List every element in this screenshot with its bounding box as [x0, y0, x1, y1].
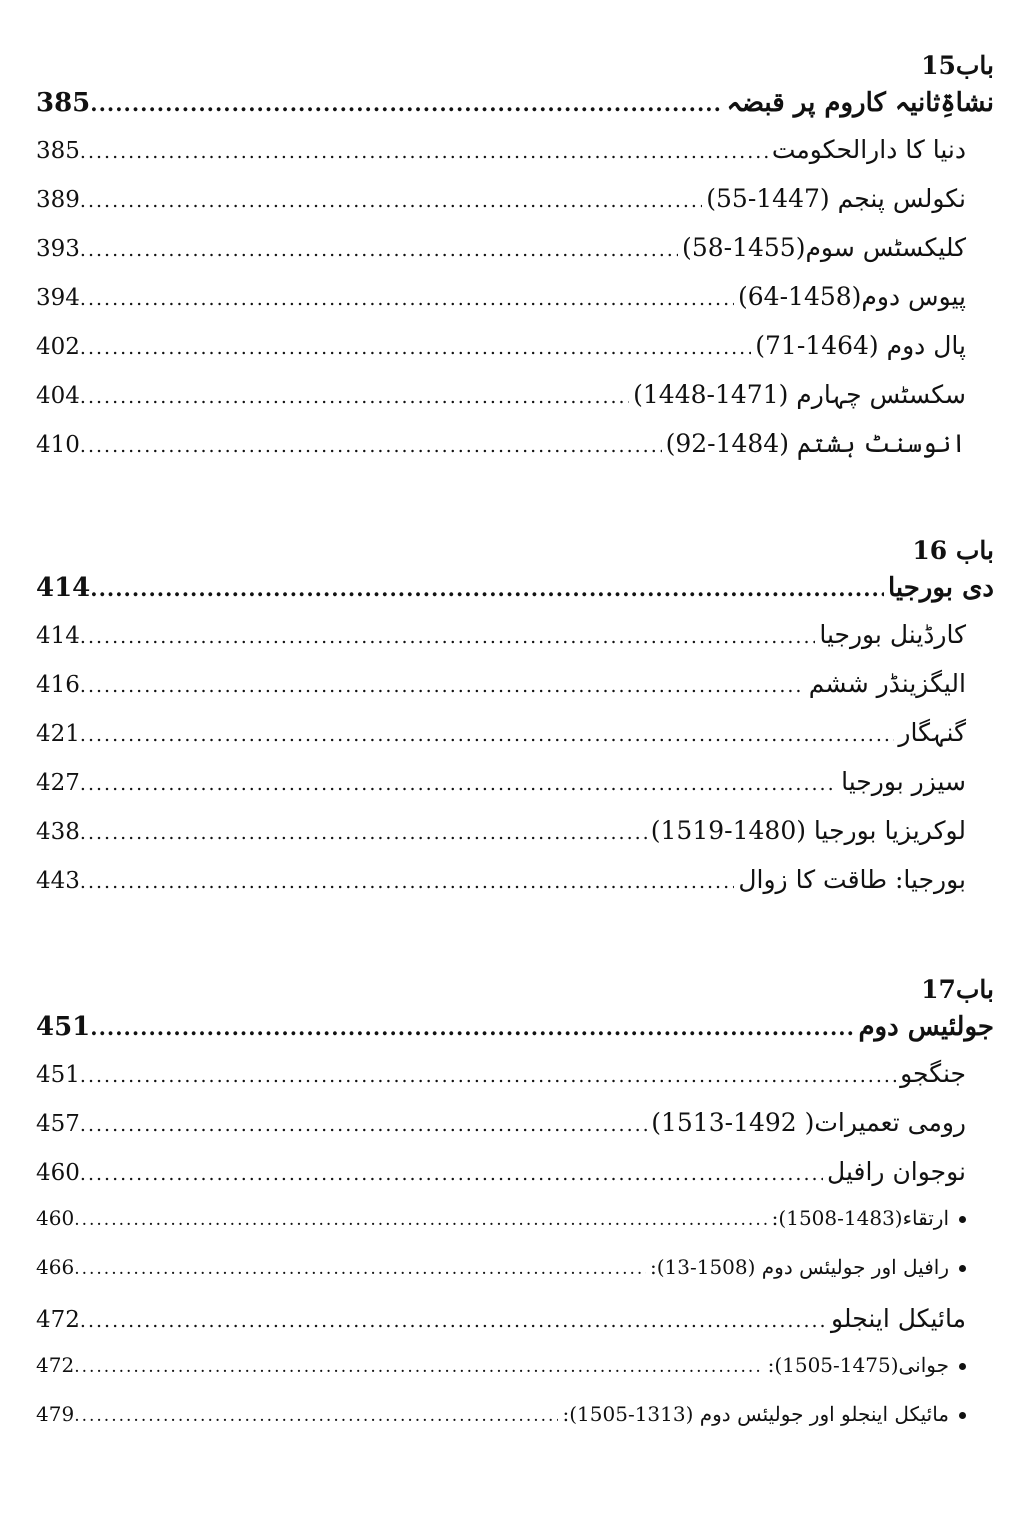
toc-entry — [36, 380, 994, 429]
entry-title: سکسٹس چہارم (1471-1448) — [633, 380, 966, 409]
toc-entry — [36, 184, 994, 233]
toc-entry — [36, 767, 994, 816]
toc-entry — [36, 669, 994, 718]
chapter-title-row — [36, 88, 994, 135]
toc-entry — [36, 1059, 994, 1108]
toc-entry — [36, 282, 994, 331]
entry-title: بورجیا: طاقت کا زوال — [738, 865, 966, 894]
dot-leader — [74, 1210, 767, 1230]
page-number: 443 — [36, 868, 80, 894]
dot-leader — [90, 91, 722, 116]
entry-title — [558, 1402, 966, 1426]
page-number: 416 — [36, 672, 80, 698]
dot-leader — [80, 1114, 647, 1136]
entry-title: کلیکسٹس سوم(1455-58) — [682, 233, 966, 262]
dot-leader — [74, 1259, 646, 1279]
entry-title — [768, 1206, 966, 1230]
toc-subentry — [36, 1206, 994, 1255]
page-number: 451 — [36, 1012, 91, 1042]
dot-leader — [80, 141, 768, 163]
chapter-15 — [36, 44, 994, 478]
entry-title: گنہگار — [898, 718, 966, 747]
page-number: 410 — [36, 432, 80, 458]
page-number: 385 — [36, 88, 91, 118]
dot-leader — [80, 773, 837, 795]
subentry-text: جوانی(1475-1505): — [767, 1353, 949, 1377]
dot-leader — [80, 1065, 896, 1087]
dot-leader — [80, 435, 662, 457]
page-number: 414 — [36, 573, 91, 603]
page-number: 460 — [36, 1160, 80, 1186]
dot-leader — [74, 1357, 763, 1377]
page-number: 472 — [36, 1353, 75, 1377]
dot-leader — [80, 871, 734, 893]
dot-leader — [80, 626, 815, 648]
page-number: 389 — [36, 187, 80, 213]
toc-entry — [36, 1304, 994, 1353]
page-number: 393 — [36, 236, 80, 262]
dot-leader — [80, 1310, 827, 1332]
entry-title: نکولس پنجم (1447-55) — [706, 184, 966, 213]
dot-leader — [74, 1406, 558, 1426]
page-number: 404 — [36, 383, 80, 409]
page-number: 460 — [36, 1206, 75, 1230]
page-number: 421 — [36, 721, 80, 747]
dot-leader — [80, 386, 629, 408]
dot-leader — [80, 822, 647, 844]
page-number: 385 — [36, 138, 80, 164]
entry-title: الیگزینڈر ششم — [808, 669, 966, 698]
dot-leader — [80, 288, 734, 310]
subentry-text: ارتقاء(1483-1508): — [771, 1206, 949, 1230]
chapter-label: باب17 — [921, 975, 994, 1004]
entry-title: دنیا کا دارالحکومت — [771, 135, 966, 164]
page-number: 451 — [36, 1062, 80, 1088]
page-number: 472 — [36, 1307, 80, 1333]
dot-leader — [80, 724, 895, 746]
toc-entry — [36, 1108, 994, 1157]
dot-leader — [90, 576, 884, 601]
page-number: 394 — [36, 285, 80, 311]
subentry-text: رافیل اور جولیئس دوم (1508-13): — [649, 1255, 949, 1279]
toc-entry — [36, 816, 994, 865]
toc-entry — [36, 1157, 994, 1206]
chapter-title-row — [36, 1012, 994, 1059]
entry-title: انوسنٹ ہشتم (1484-92) — [665, 429, 966, 458]
dot-leader — [90, 1015, 854, 1040]
subentry-text: مائیکل اینجلو اور جولیئس دوم (1313-1505): — [562, 1402, 949, 1426]
entry-title — [646, 1255, 966, 1279]
dot-leader — [80, 675, 805, 697]
page-number: 438 — [36, 819, 80, 845]
entry-title: جنگجو — [900, 1059, 966, 1088]
bullet-icon — [959, 1216, 966, 1223]
toc-entry — [36, 429, 994, 478]
entry-title: نوجوان رافیل — [827, 1157, 966, 1186]
chapter-title-row — [36, 573, 994, 620]
dot-leader — [80, 337, 751, 359]
entry-title — [764, 1353, 966, 1377]
dot-leader — [80, 1163, 823, 1185]
toc-entry — [36, 865, 994, 914]
page-number: 414 — [36, 623, 80, 649]
entry-title: پیوس دوم(1458-64) — [738, 282, 966, 311]
entry-title: رومی تعمیرات( 1492-1513) — [651, 1108, 966, 1137]
toc-entry — [36, 620, 994, 669]
chapter-title: دی بورجیا — [887, 573, 994, 603]
bullet-icon — [959, 1265, 966, 1272]
entry-title: سیزر بورجیا — [841, 767, 966, 796]
entry-title: مائیکل اینجلو — [831, 1304, 966, 1333]
dot-leader — [80, 190, 702, 212]
chapter-title: جولئیس دوم — [858, 1012, 994, 1042]
toc-subentry — [36, 1402, 994, 1451]
toc-entry — [36, 331, 994, 380]
page-number: 466 — [36, 1255, 75, 1279]
bullet-icon — [959, 1412, 966, 1419]
bullet-icon — [959, 1363, 966, 1370]
toc-subentry — [36, 1255, 994, 1304]
chapter-label: باب 16 — [912, 536, 994, 565]
toc-entry — [36, 233, 994, 282]
toc-entry — [36, 718, 994, 767]
page-number: 479 — [36, 1402, 75, 1426]
page-number: 427 — [36, 770, 80, 796]
toc-subentry — [36, 1353, 994, 1402]
toc-entry — [36, 135, 994, 184]
entry-title: لوکریزیا بورجیا (1480-1519) — [650, 816, 966, 845]
dot-leader — [80, 239, 678, 261]
chapter-17 — [36, 968, 994, 1451]
chapter-label: باب15 — [921, 51, 994, 80]
chapter-title: نشاۃِثانیہ کاروم پر قبضہ — [726, 88, 994, 118]
entry-title: پال دوم (1464-71) — [755, 331, 966, 360]
entry-title: کارڈینل بورجیا — [819, 620, 966, 649]
page-number: 457 — [36, 1111, 80, 1137]
page-number: 402 — [36, 334, 80, 360]
chapter-16 — [36, 529, 994, 914]
